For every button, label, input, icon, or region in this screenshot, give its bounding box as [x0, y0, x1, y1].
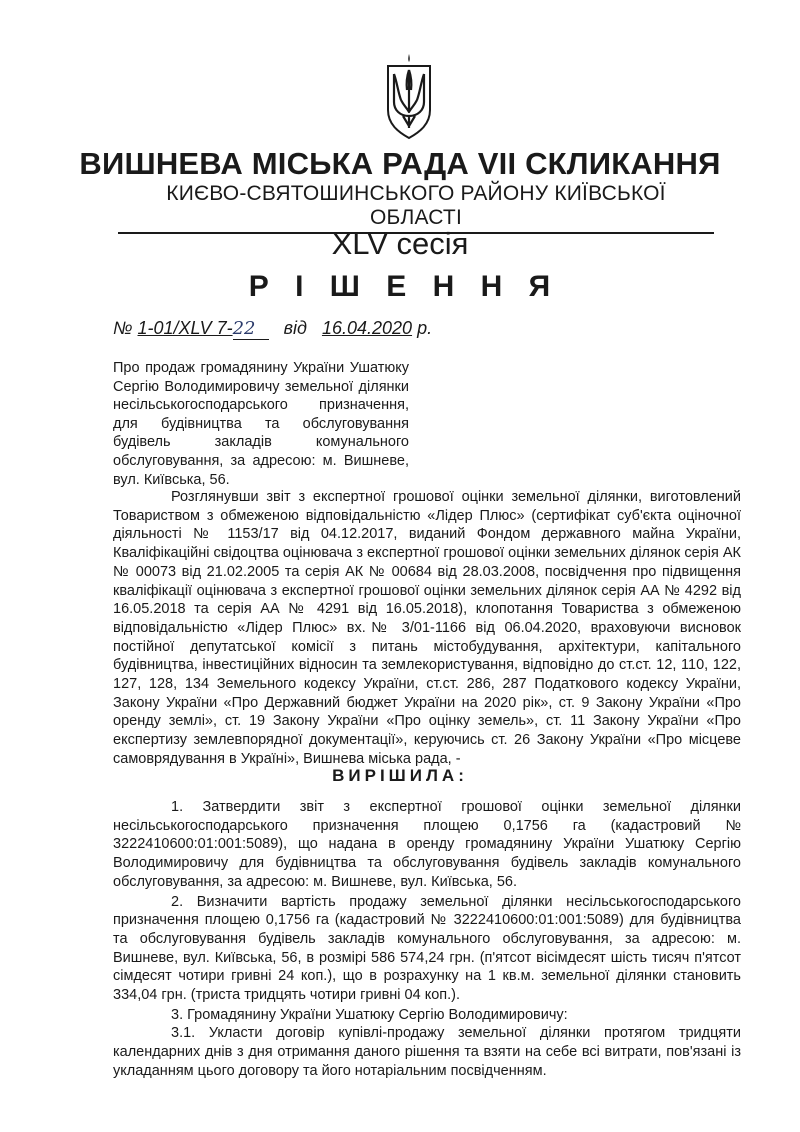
year-suffix: р. [417, 318, 433, 338]
decision-title: Р І Ш Е Н Н Я [248, 270, 560, 303]
handwritten-number: 22 [233, 318, 269, 340]
district-name: КИЄВО-СВЯТОШИНСЬКОГО РАЙОНУ КИЇВСЬКОЇ ОБЛАСТІ [118, 182, 714, 234]
decision-item-2: 2. Визначити вартість продажу земельної ділянки несільськогосподарського призначення площею 0,1756 га (кадастровий № 3222410600:01:001:5089) для будівництва та обслуговування будівель закладів комунального обслуговування, за адресою: м. Вишневе, вул. Київська, 56, в розмірі 586 574,24 грн. (п'ятсот вісімдесят шість тисяч п'ятсот сімдесят чотири гривні 24 коп.), що в розрахунку на 1 кв.м. земельної ділянки становить 334,04 грн. (триста тридцять чотири гривні 04 коп.). [113, 893, 741, 1004]
decision-code: 1-01/XLV 7- [137, 318, 233, 338]
decision-item-3-1: 3.1. Укласти договір купівлі-продажу земельної ділянки протягом тридцяти календарних днів з дня отримання даного рішення та взяти на себе всі витрати, пов'язані із укладанням цього договору та його нотаріальним посвідченням. [113, 1025, 741, 1079]
council-name: ВИШНЕВА МІСЬКА РАДА VII СКЛИКАННЯ [79, 146, 721, 181]
preamble-text: Розглянувши звіт з експертної грошової оцінки земельної ділянки, виготовлений Товариством з обмеженою відповідальністю «Лідер Плюс» (сертифікат суб'єкта оціночної діяльності № 1153/17 від 04.12.2017, виданий Фондом державного майна України, Кваліфікаційні свідоцтва оцінювача з експертної грошової оцінки земельних ділянок серія АК № 00073 від 21.02.2005 та серія АК № 00684 від 28.03.2008, посвідчення про підвищення кваліфікації оцінювача з експертної грошової оцінки земельних ділянок серія АА № 4292 від 16.05.2018 та серія АА № 4291 від 16.05.2018), клопотання Товариства з обмеженою відповідальністю «Лідер Плюс» вх.№ 3/01-1166 від 06.04.2020, враховуючи висновок постійної депутатської комісії з питань містобудування, архітектури, капітального будівництва, інвестиційних відносин та землекористування, відповідно до ст.ст. 12, 110, 122, 127, 128, 134 Земельного кодексу України, ст.ст. 286, 287 Податкового кодексу України, Закону України «Про Державний бюджет України на 2020 рік», ст. 9 Закону України «Про оренду землі», ст. 19 Закону України «Про оцінку земель», ст. 11 Закону України «Про експертизу землевпорядної документації», керуючись ст. 26 Закону України «Про місцеве самоврядування в Україні», Вишнева міська рада, - [113, 489, 741, 767]
trident-emblem-icon [384, 52, 434, 140]
decision-item-3: 3. Громадянину України Ушатюку Сергію Володимировичу: [171, 1006, 568, 1023]
from-label: від [283, 318, 307, 338]
decision-number-line [113, 318, 432, 340]
decision-date: 16.04.2020 [321, 318, 413, 338]
session-title: XLV сесія [331, 226, 469, 261]
number-sign: № [113, 318, 133, 338]
decision-items [113, 798, 741, 1081]
preamble-paragraph [113, 488, 741, 769]
decided-heading: ВИРІШИЛА: [332, 766, 468, 785]
decision-item-1: 1. Затвердити звіт з експертної грошової оцінки земельної ділянки несільськогосподарського призначення площею 0,1756 га (кадастровий № 3222410600:01:001:5089), що надана в оренду громадянину України Ушатюку Сергію Володимировичу для будівництва та обслуговування будівель закладів комунального обслуговування, за адресою: м. Вишневе, вул. Київська, 56. [113, 799, 741, 890]
decision-subject: Про продаж громадянину України Ушатюку Сергію Володимировичу земельної ділянки несільськогосподарського призначення, для будівництва та обслуговування будівель закладів комунального обслуговування, за адресою: м. Вишневе, вул. Київська, 56. [113, 360, 409, 488]
